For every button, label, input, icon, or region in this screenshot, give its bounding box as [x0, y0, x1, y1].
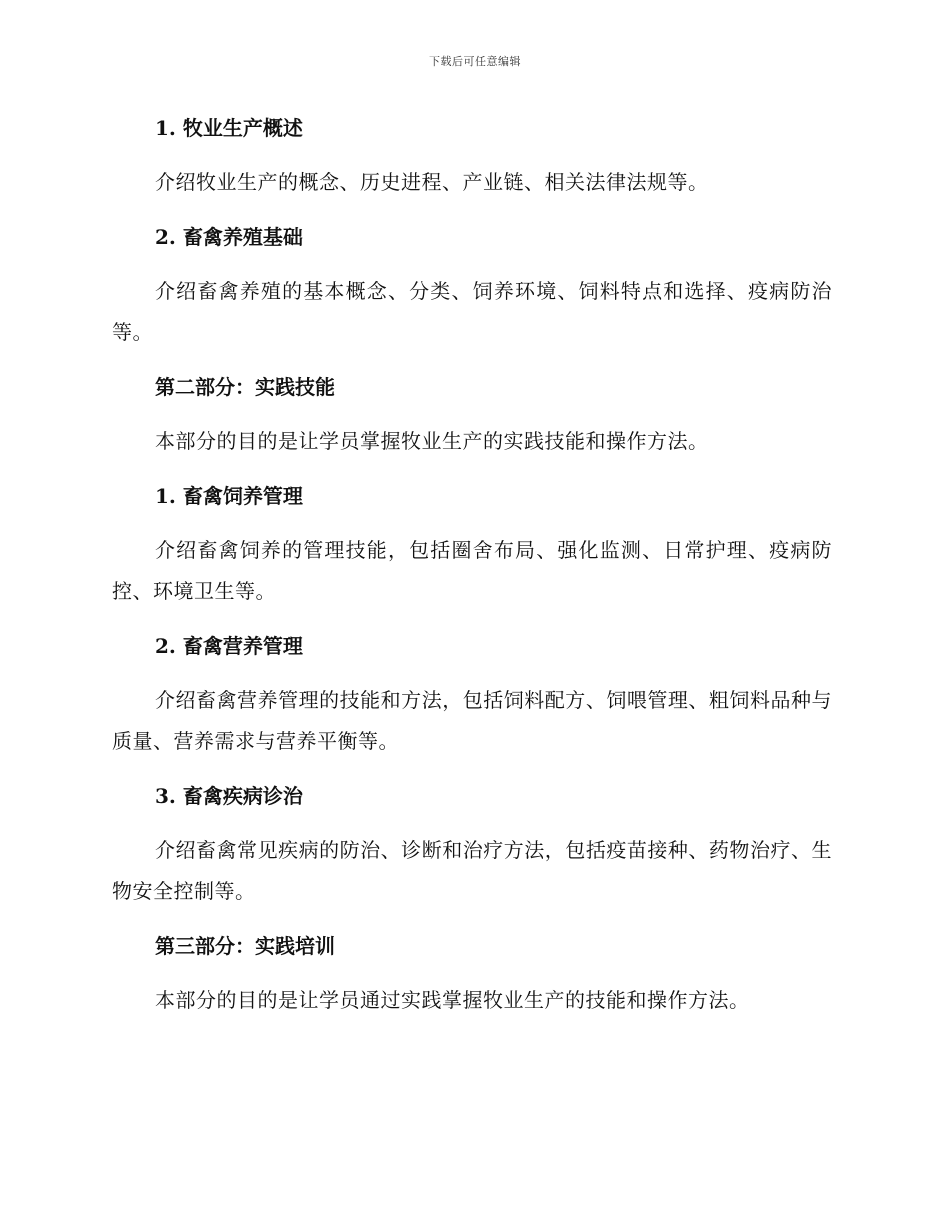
section-heading-feeding-management: 1. 畜禽饲养管理: [155, 484, 303, 508]
section-heading-livestock-overview: 1. 牧业生产概述: [155, 116, 303, 140]
section-heading-nutrition-management: 2. 畜禽营养管理: [155, 634, 303, 658]
section-heading-breeding-basics: 2. 畜禽养殖基础: [155, 225, 303, 249]
part-heading-practical-training: 第三部分：实践培训: [155, 934, 335, 958]
document-body: [112, 108, 832, 1021]
paragraph-nutrition-management: 介绍畜禽营养管理的技能和方法，包括饲料配方、饲喂管理、粗饲料品种与质量、营养需求与营养平衡等。: [112, 688, 832, 753]
paragraph-feeding-management: 介绍畜禽饲养的管理技能，包括圈舍布局、强化监测、日常护理、疫病防控、环境卫生等。: [112, 538, 832, 603]
part-heading-practical-skills: 第二部分：实践技能: [155, 375, 335, 399]
paragraph-disease-diagnosis: 介绍畜禽常见疾病的防治、诊断和治疗方法，包括疫苗接种、药物治疗、生物安全控制等。: [112, 838, 832, 903]
paragraph-livestock-overview: 介绍牧业生产的概念、历史进程、产业链、相关法律法规等。: [155, 170, 709, 194]
section-heading-disease-diagnosis: 3. 畜禽疾病诊治: [155, 784, 303, 808]
paragraph-practical-training-intro: 本部分的目的是让学员通过实践掌握牧业生产的技能和操作方法。: [155, 988, 750, 1012]
paragraph-breeding-basics: 介绍畜禽养殖的基本概念、分类、饲养环境、饲料特点和选择、疫病防治等。: [112, 279, 832, 344]
page-header: 下载后可任意编辑: [429, 55, 521, 68]
paragraph-practical-skills-intro: 本部分的目的是让学员掌握牧业生产的实践技能和操作方法。: [155, 429, 709, 453]
